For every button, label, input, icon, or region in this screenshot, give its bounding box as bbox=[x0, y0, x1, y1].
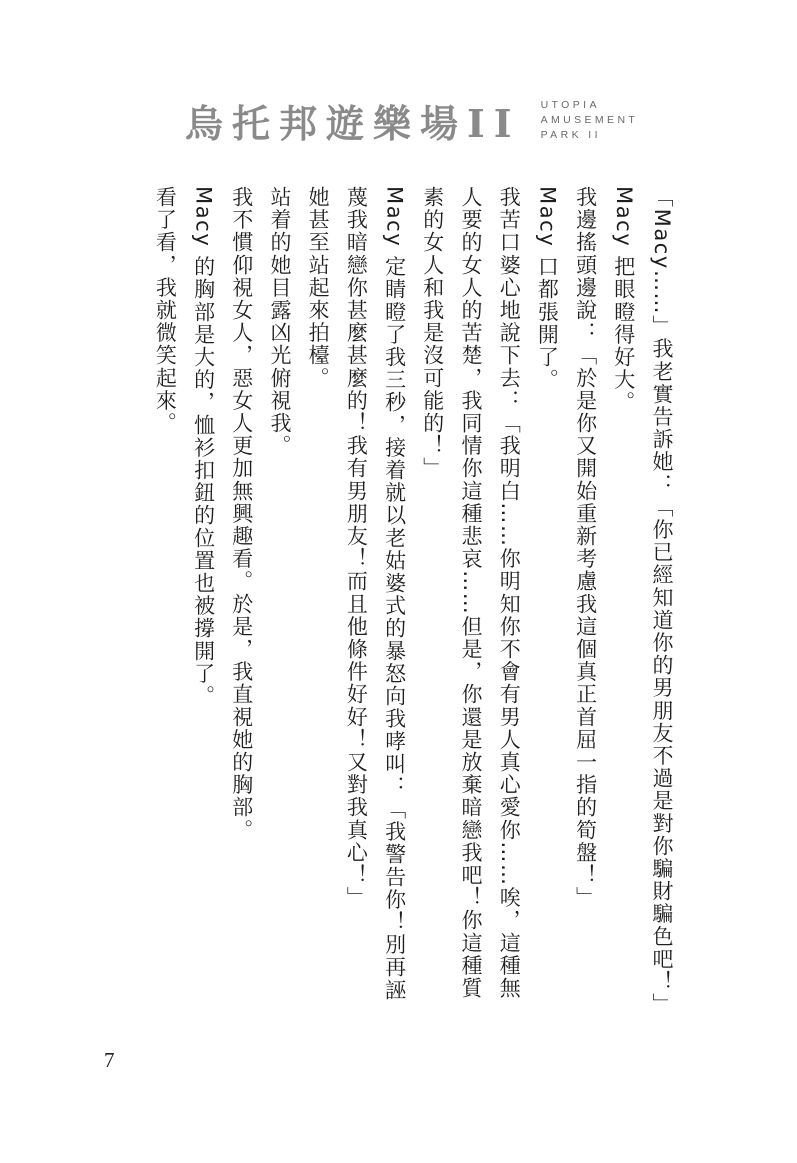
running-head bbox=[185, 98, 639, 146]
paragraph: 我苦口婆心地說下去：「我明白……你明知你不會有男人真心愛你……唉，這種無人要的女人的苦楚，我同情你這種悲哀……但是，你還是放棄暗戀我吧！你這種質素的女人和我是沒可能的！」 bbox=[420, 186, 522, 1000]
paragraph: 她甚至站起來拍檯。 bbox=[306, 186, 331, 390]
page-number: 7 bbox=[104, 1048, 115, 1072]
paragraph: Macy 定睛瞪了我三秒，接着就以老姑婆式的暴怒向我哮叫：「我警告你！別再誣蔑我暗戀你甚麼甚麼的！我有男朋友！而且他條件好好！又對我真心！」 bbox=[344, 186, 407, 1002]
english-title-line: UTOPIA bbox=[540, 98, 600, 111]
english-title-line: PARK II bbox=[540, 128, 601, 141]
paragraph: Macy 口都張開了。 bbox=[535, 186, 560, 392]
book-title: 烏托邦遊樂場II bbox=[185, 100, 521, 146]
english-title-line: AMUSEMENT bbox=[540, 113, 639, 126]
paragraph: Macy 把眼瞪得好大。 bbox=[611, 186, 636, 414]
paragraph: Macy 的胸部是大的，恤衫扣鈕的位置也被撐開了。 bbox=[191, 186, 216, 708]
book-title-english bbox=[541, 99, 639, 142]
paragraph: 看了看，我就微笑起來。 bbox=[153, 186, 178, 435]
vertical-body-text bbox=[107, 186, 681, 1016]
paragraph: 「Macy……」我老實告訴她：「你已經知道你的男朋友不過是對你騙財騙色吧！」 bbox=[650, 186, 674, 1016]
paragraph: 我邊搖頭邊說：「於是你又開始重新考慮我這個真正首屈一指的筍盤！」 bbox=[573, 186, 598, 910]
paragraph: 我不慣仰視女人，惡女人更加無興趣看。於是，我直視她的胸部。 bbox=[229, 186, 254, 842]
paragraph: 站着的她目露凶光俯視我。 bbox=[267, 186, 292, 458]
